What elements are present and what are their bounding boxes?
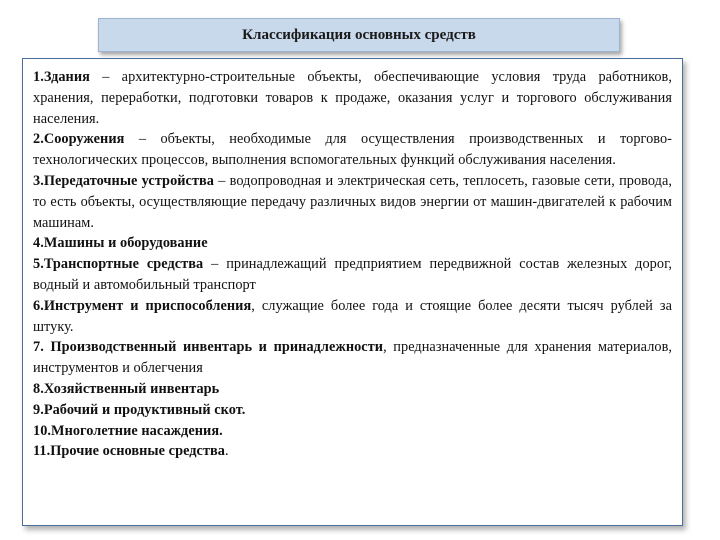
- item-term: Хозяйственный инвентарь: [43, 380, 220, 397]
- item-number: 4.: [33, 235, 44, 252]
- list-item-4: [33, 233, 672, 254]
- list-item-9: [33, 400, 672, 421]
- list-item-6: [33, 296, 672, 338]
- content-box: [22, 58, 683, 526]
- item-description: , служащие более года и стоящие более десяти тысяч рублей за штуку.: [33, 297, 672, 335]
- item-number: 3.: [33, 172, 44, 189]
- item-term: Передаточные устройства: [43, 172, 214, 189]
- page-title: Классификация основных средств: [242, 26, 476, 43]
- list-item-5: [33, 254, 672, 296]
- list-item-1: [33, 67, 672, 129]
- item-number: 7.: [33, 339, 51, 356]
- list-item-7: [33, 337, 672, 379]
- list-item-2: [33, 129, 672, 171]
- list-item-8: [33, 379, 672, 400]
- item-description: – архитектурно-строительные объекты, обеспечивающие условия труда работников, хранения, переработки, подготовки товаров к продаже, оказания услуг и торгового обслуживания населения.: [33, 69, 672, 127]
- item-term: Машины и оборудование: [43, 235, 208, 252]
- item-term: Многолетние насаждения.: [51, 422, 223, 439]
- item-description: .: [225, 443, 229, 460]
- item-number: 9.: [33, 401, 44, 418]
- item-number: 11.: [33, 443, 51, 460]
- item-description: – объекты, необходимые для осуществления производственных и торгово-технологических процессов, выполнения вспомогательных функций обслуживания населения.: [33, 131, 672, 169]
- item-term: Производственный инвентарь и принадлежности: [50, 339, 384, 356]
- item-term: Сооружения: [43, 131, 125, 148]
- item-term: Прочие основные средства: [50, 443, 225, 460]
- item-number: 8.: [33, 380, 44, 397]
- list-item-10: [33, 421, 672, 442]
- item-description: – принадлежащий предприятием передвижной состав железных дорог, водный и автомобильный транспорт: [33, 256, 672, 293]
- item-number: 2.: [33, 131, 44, 148]
- title-box: [98, 18, 620, 52]
- item-number: 5.: [33, 256, 44, 273]
- item-description: – водопроводная и электрическая сеть, теплосеть, газовые сети, провода, то есть объекты, осуществляющие передачу различных видов энергии от машин-двигателей к рабочим машинам.: [33, 172, 672, 231]
- item-description: , предназначенные для хранения материалов, инструментов и облегчения: [33, 339, 672, 377]
- list-item-3: [33, 171, 672, 233]
- item-number: 1.: [33, 69, 44, 85]
- item-number: 6.: [33, 297, 44, 314]
- item-term: Транспортные средства: [43, 256, 204, 273]
- item-number: 10.: [33, 422, 52, 439]
- list-item-11: [33, 441, 672, 462]
- item-term: Рабочий и продуктивный скот.: [43, 401, 246, 418]
- item-term: Здания: [43, 69, 90, 85]
- item-term: Инструмент и приспособления: [43, 297, 252, 314]
